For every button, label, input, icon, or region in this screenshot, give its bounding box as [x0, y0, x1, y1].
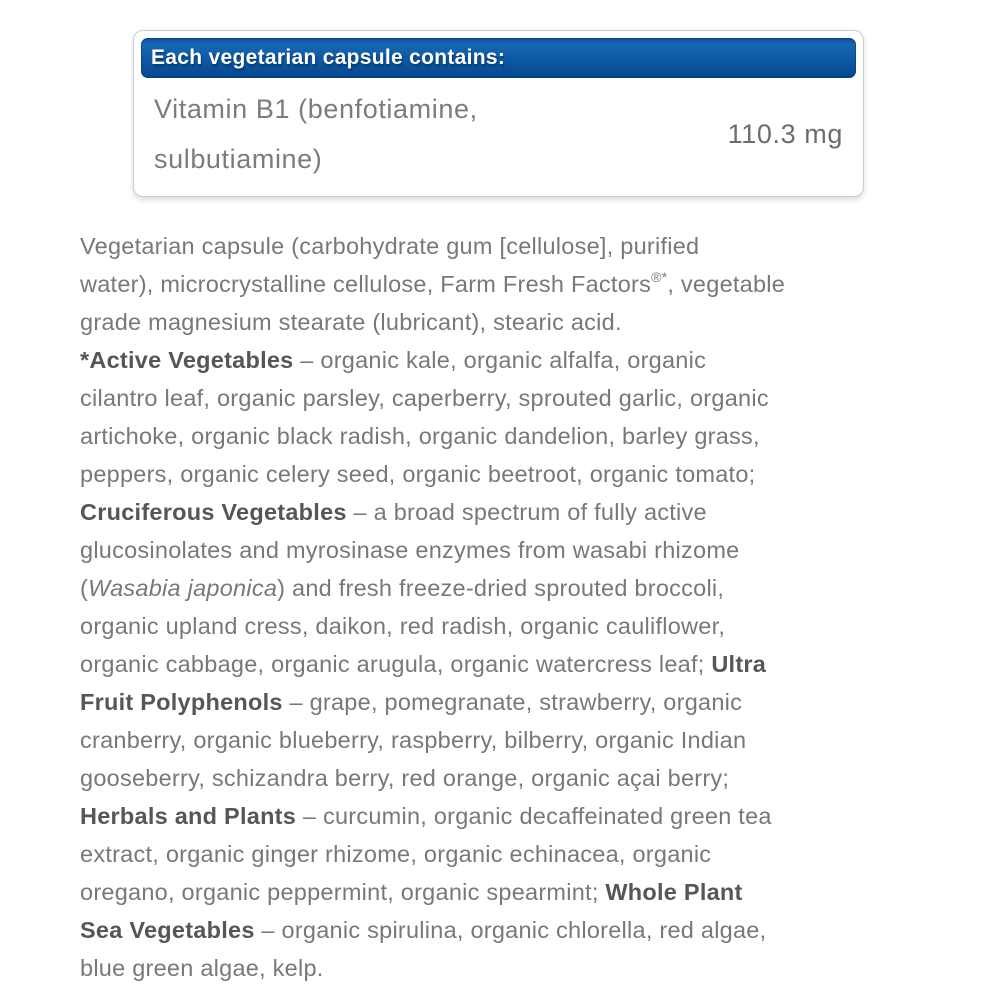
ingredient-line [80, 531, 940, 569]
text-segment: cilantro leaf, organic parsley, caperberry, sprouted garlic, organic [80, 385, 769, 411]
ingredient-line [80, 721, 940, 759]
ingredient-line [80, 797, 940, 835]
text-segment: organic cabbage, organic arugula, organic watercress leaf; [80, 651, 712, 677]
ingredient-line [80, 835, 940, 873]
text-segment: Vegetarian capsule (carbohydrate gum [cellulose], purified [80, 233, 700, 259]
nutrient-amount: 110.3 mg [727, 118, 843, 149]
text-segment: Fruit Polyphenols [80, 689, 283, 715]
text-segment: water), microcrystalline cellulose, Farm Fresh Factors [80, 271, 652, 297]
text-segment: Whole Plant [605, 879, 743, 905]
panel-header [141, 38, 856, 78]
text-segment: Wasabia japonica [88, 575, 278, 601]
nutrient-name: Vitamin B1 (benfotiamine, sulbutiamine) [154, 94, 478, 174]
ingredient-line [80, 265, 940, 303]
text-segment: extract, organic ginger rhizome, organic echinacea, organic [80, 841, 712, 867]
ingredient-line [80, 759, 940, 797]
ingredient-line [80, 683, 940, 721]
text-segment: peppers, organic celery seed, organic beetroot, organic tomato; [80, 461, 756, 487]
ingredient-line [80, 645, 940, 683]
ingredient-line [80, 949, 940, 987]
text-segment: grade magnesium stearate (lubricant), stearic acid. [80, 309, 622, 335]
text-segment: – organic spirulina, organic chlorella, red algae, [254, 917, 767, 943]
ingredient-line [80, 227, 940, 265]
text-segment: Ultra [711, 651, 767, 677]
text-segment: glucosinolates and myrosinase enzymes from wasabi rhizome [80, 537, 740, 563]
text-segment: ) and fresh freeze-dried sprouted broccoli, [277, 575, 725, 601]
ingredient-line [80, 607, 940, 645]
text-segment: – a broad spectrum of fully active [346, 499, 707, 525]
ingredient-line [80, 493, 940, 531]
text-segment: Cruciferous Vegetables [80, 499, 347, 525]
ingredients-text [80, 227, 940, 987]
text-segment: blue green algae, kelp. [80, 955, 324, 981]
ingredient-line [80, 417, 940, 455]
ingredient-line [80, 569, 940, 607]
text-segment: , vegetable [667, 271, 786, 297]
text-segment: ®* [651, 269, 668, 285]
text-segment: – organic kale, organic alfalfa, organic [293, 347, 707, 373]
ingredient-line [80, 911, 940, 949]
ingredient-line [80, 379, 940, 417]
text-segment: cranberry, organic blueberry, raspberry, bilberry, organic Indian [80, 727, 747, 753]
text-segment: gooseberry, schizandra berry, red orange, organic açai berry; [80, 765, 730, 791]
text-segment: *Active Vegetables [80, 347, 294, 373]
ingredient-line [80, 303, 940, 341]
ingredient-line [80, 455, 940, 493]
text-segment: Herbals and Plants [80, 803, 297, 829]
nutrient-row [134, 78, 863, 196]
text-segment: – grape, pomegranate, strawberry, organic [282, 689, 743, 715]
text-segment: – curcumin, organic decaffeinated green tea [296, 803, 772, 829]
text-segment: ( [80, 575, 89, 601]
ingredient-line [80, 873, 940, 911]
panel-header-label: Each vegetarian capsule contains: [151, 46, 506, 69]
supplement-facts-card [133, 30, 864, 197]
text-segment: organic upland cress, daikon, red radish, organic cauliflower, [80, 613, 726, 639]
text-segment: oregano, organic peppermint, organic spearmint; [80, 879, 606, 905]
ingredient-line [80, 341, 940, 379]
text-segment: artichoke, organic black radish, organic dandelion, barley grass, [80, 423, 760, 449]
text-segment: Sea Vegetables [80, 917, 255, 943]
